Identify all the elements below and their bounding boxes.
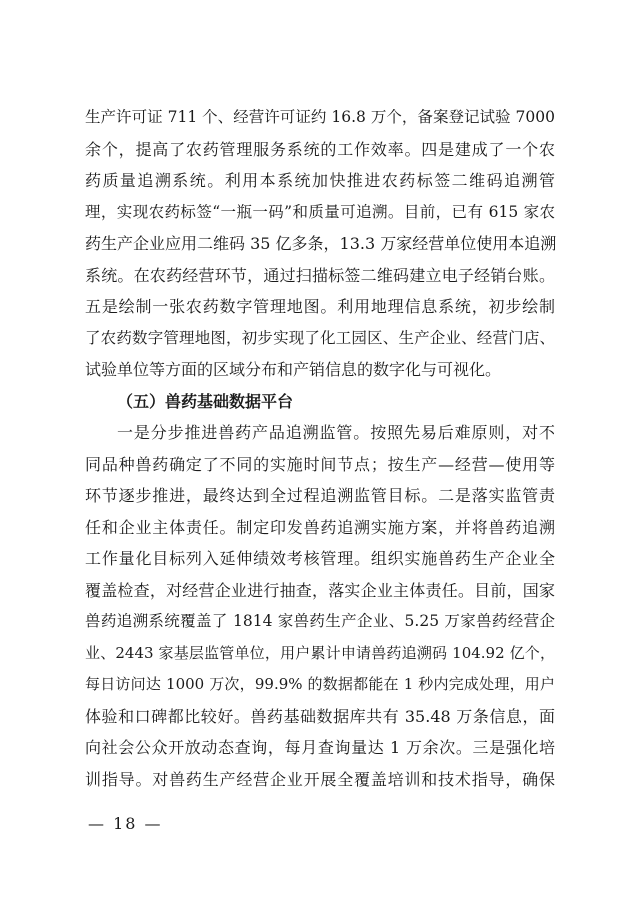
text-line: 余个，提高了农药管理服务系统的工作效率。四是建成了一个农	[85, 139, 555, 159]
text-line: 环节逐步推进，最终达到全过程追溯监管目标。二是落实监管责	[85, 486, 555, 505]
text-line: 业、2443 家基层监管单位，用户累计申请兽药追溯码 104.92 亿个，	[85, 643, 555, 662]
text-line: 训指导。对兽药生产经营企业开展全覆盖培训和技术指导，确保	[85, 769, 555, 789]
text-line: 体验和口碑都比较好。兽药基础数据库共有 35.48 万条信息，面	[85, 706, 555, 726]
text-line: 每日访问达 1000 万次，99.9% 的数据都能在 1 秒内完成处理，用户	[85, 675, 555, 693]
text-line: 向社会公众开放动态查询，每月查询量达 1 万余次。三是强化培	[85, 738, 555, 757]
text-line: 了农药数字管理地图，初步实现了化工园区、生产企业、经营门店、	[85, 328, 555, 347]
paragraph-veterinary-platform	[85, 417, 555, 795]
text-line: 覆盖检查，对经营企业进行抽查，落实企业主体责任。目前，国家	[85, 580, 555, 600]
text-line: 工作量化目标列入延伸绩效考核管理。组织实施兽药生产企业全	[85, 549, 555, 568]
text-line: 五是绘制一张农药数字管理地图。利用地理信息系统，初步绘制	[85, 297, 555, 316]
text-line: 任和企业主体责任。制定印发兽药追溯实施方案，并将兽药追溯	[85, 517, 555, 537]
paragraph-pesticide-system	[85, 102, 555, 417]
text-line: 药质量追溯系统。利用本系统加快推进农药标签二维码追溯管	[85, 171, 555, 190]
section-heading: （五）兽药基础数据平台	[117, 391, 294, 411]
text-line: 同品种兽药确定了不同的实施时间节点；按生产—经营—使用等	[85, 454, 555, 474]
text-line: 药生产企业应用二维码 35 亿多条，13.3 万家经营单位使用本追溯	[85, 234, 557, 253]
text-line: 一是分步推进兽药产品追溯监管。按照先易后难原则，对不	[117, 423, 555, 442]
text-line: 理，实现农药标签“一瓶一码”和质量可追溯。目前，已有 615 家农	[85, 202, 555, 221]
text-line: 兽药追溯系统覆盖了 1814 家兽药生产企业、5.25 万家兽药经营企	[85, 612, 555, 630]
text-line: 系统。在农药经营环节，通过扫描标签二维码建立电子经销台账。	[85, 265, 555, 285]
text-line: 试验单位等方面的区域分布和产销信息的数字化与可视化。	[85, 360, 502, 379]
page-number: — 18 —	[88, 814, 163, 833]
text-line: 生产许可证 711 个、经营许可证约 16.8 万个，备案登记试验 7000	[85, 108, 555, 126]
